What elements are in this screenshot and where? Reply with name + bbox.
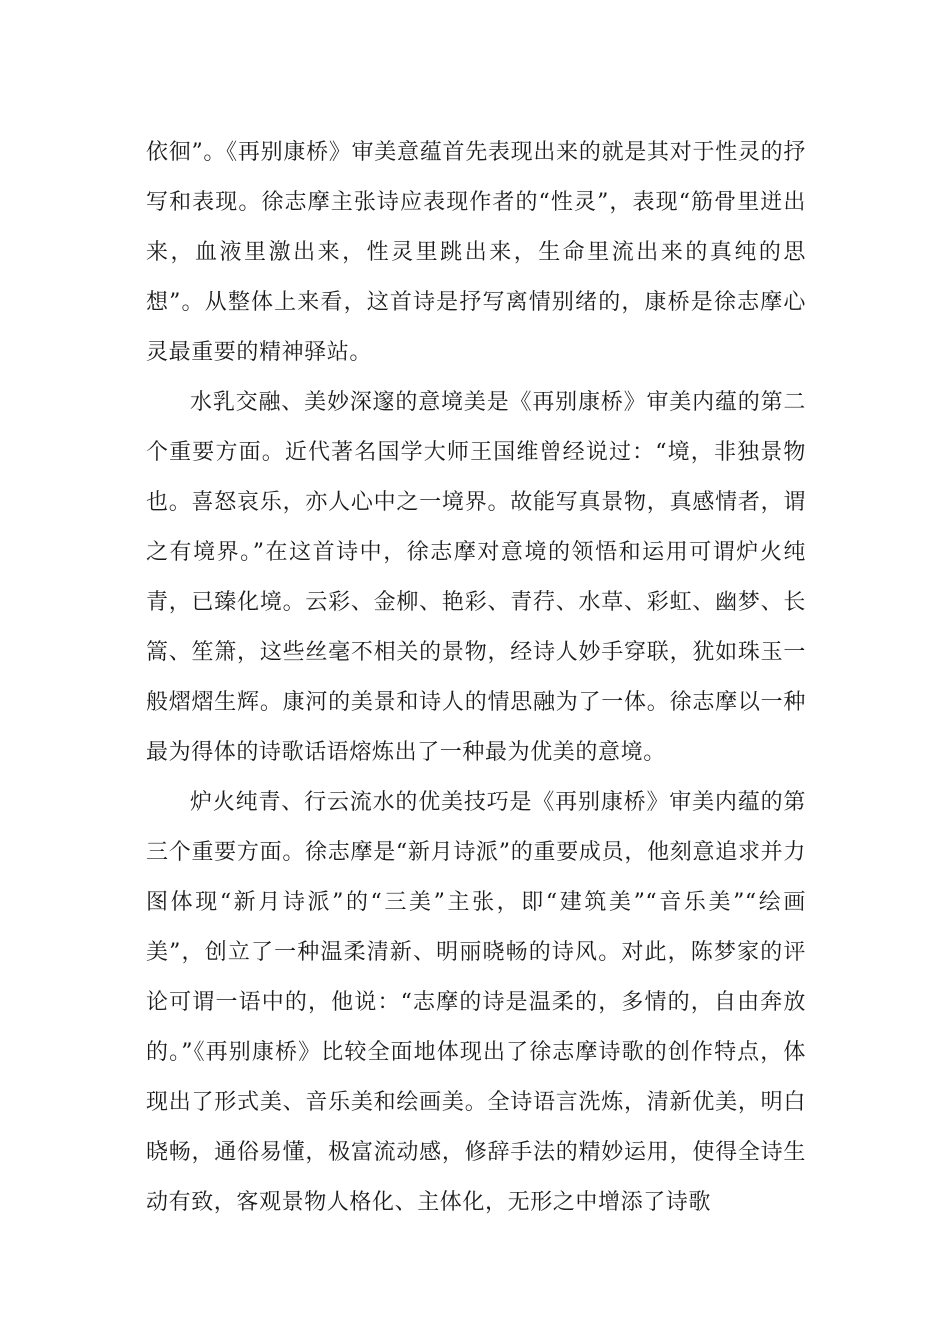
body-text	[146, 128, 806, 1228]
paragraph-1: 依徊”。《再别康桥》审美意蕴首先表现出来的就是其对于性灵的抒写和表现。徐志摩主张诗应表现作者的“性灵”，表现“筋骨里迸出来，血液里激出来，性灵里跳出来，生命里流出来的真纯的思想”。从整体上来看，这首诗是抒写离情别绪的，康桥是徐志摩心灵最重要的精神驿站。	[146, 140, 806, 365]
paragraph-3: 炉火纯青、行云流水的优美技巧是《再别康桥》审美内蕴的第三个重要方面。徐志摩是“新月诗派”的重要成员，他刻意追求并力图体现“新月诗派”的“三美”主张，即“建筑美”“音乐美”“绘画美”，创立了一种温柔清新、明丽晓畅的诗风。对此，陈梦家的评论可谓一语中的，他说：“志摩的诗是温柔的，多情的，自由奔放的。”《再别康桥》比较全面地体现出了徐志摩诗歌的创作特点，体现出了形式美、音乐美和绘画美。全诗语言洗炼，清新优美，明白晓畅，通俗易懂，极富流动感，修辞手法的精妙运用，使得全诗生动有致，客观景物人格化、主体化，无形之中增添了诗歌	[146, 790, 806, 1215]
paragraph-2: 水乳交融、美妙深邃的意境美是《再别康桥》审美内蕴的第二个重要方面。近代著名国学大师王国维曾经说过：“境，非独景物也。喜怒哀乐，亦人心中之一境界。故能写真景物，真感情者，谓之有境界。”在这首诗中，徐志摩对意境的领悟和运用可谓炉火纯青，已臻化境。云彩、金柳、艳彩、青荇、水草、彩虹、幽梦、长篙、笙箫，这些丝毫不相关的景物，经诗人妙手穿联，犹如珠玉一般熠熠生辉。康河的美景和诗人的情思融为了一体。徐志摩以一种最为得体的诗歌话语熔炼出了一种最为优美的意境。	[146, 390, 806, 765]
